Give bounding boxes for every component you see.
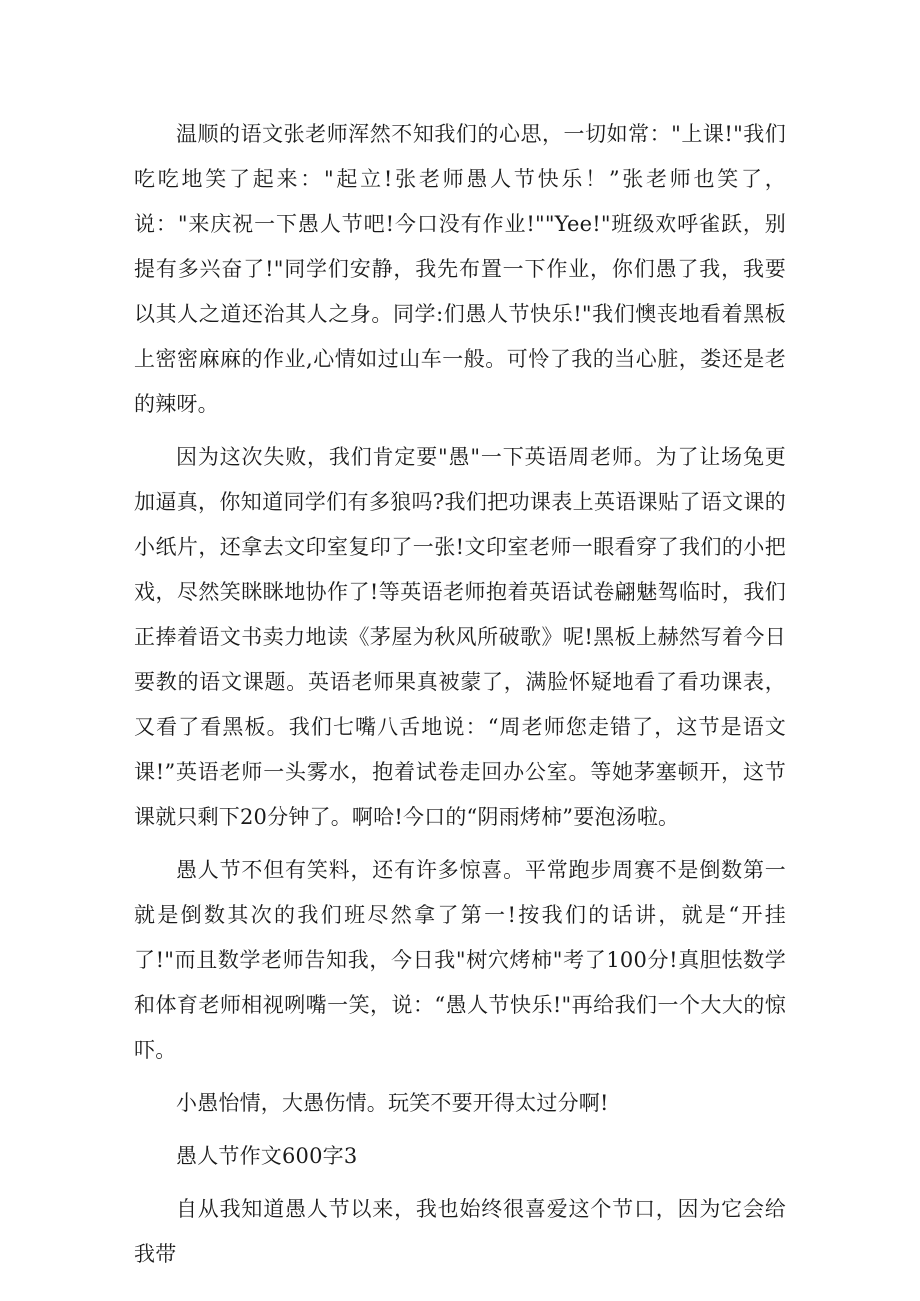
- essay-body: [134, 112, 786, 1277]
- section-heading: 愚人节作文600字3: [176, 1144, 358, 1168]
- paragraph-3: 愚人节不但有笑料，还有许多惊喜。平常跑步周赛不是倒数第一就是倒数其次的我们班尽然拿了第一!按我们的话讲，就是“开挂了!"而且数学老师告知我，今日我"树穴烤柿"考了100分!真胆怯数学和体育老师相视咧嘴一笑，说：“愚人节快乐!"再给我们一个大大的惊吓。: [134, 858, 786, 1062]
- paragraph-2: 因为这次失败，我们肯定要"愚"一下英语周老师。为了让场兔更加逼真，你知道同学们有多狼吗?我们把功课表上英语课贴了语文课的小纸片，还拿去文印室复印了一张!文印室老师一眼看穿了我们的小把戏，尽然笑眯眯地协作了!等英语老师抱着英语试卷翩魅驾临时，我们正捧着语文书卖力地读《茅屋为秋风所破歌》呢!黑板上赫然写着今日要教的语文课题。英语老师果真被蒙了，满脸怀疑地看了看功课表，又看了看黑板。我们七嘴八舌地说：“周老师您走错了，这节是语文课!”英语老师一头雾水，抱着试卷走回办公室。等她茅塞顿开，这节课就只剩下20分钟了。啊哈!今口的“阴雨烤柿”要泡汤啦。: [134, 445, 786, 829]
- paragraph-1: 温顺的语文张老师浑然不知我们的心思，一切如常："上课!"我们吃吃地笑了起来："起立!张老师愚人节快乐！”张老师也笑了，说："来庆祝一下愚人节吧!今口没有作业!""Yee!"班级欢呼雀跃，别提有多兴奋了!"同学们安静，我先布置一下作业，你们愚了我，我要以其人之道还治其人之身。同学:们愚人节快乐!"我们懊丧地看着黑板上密密麻麻的作业,心情如过山车一般。可怜了我的当心脏，娄还是老的辣呀。: [134, 122, 786, 416]
- paragraph-4: 小愚怡情，大愚伤情。玩笑不要开得太过分啊!: [176, 1091, 609, 1115]
- paragraph-5: 自从我知道愚人节以来，我也始终很喜爱这个节口，因为它会给我带: [134, 1197, 786, 1266]
